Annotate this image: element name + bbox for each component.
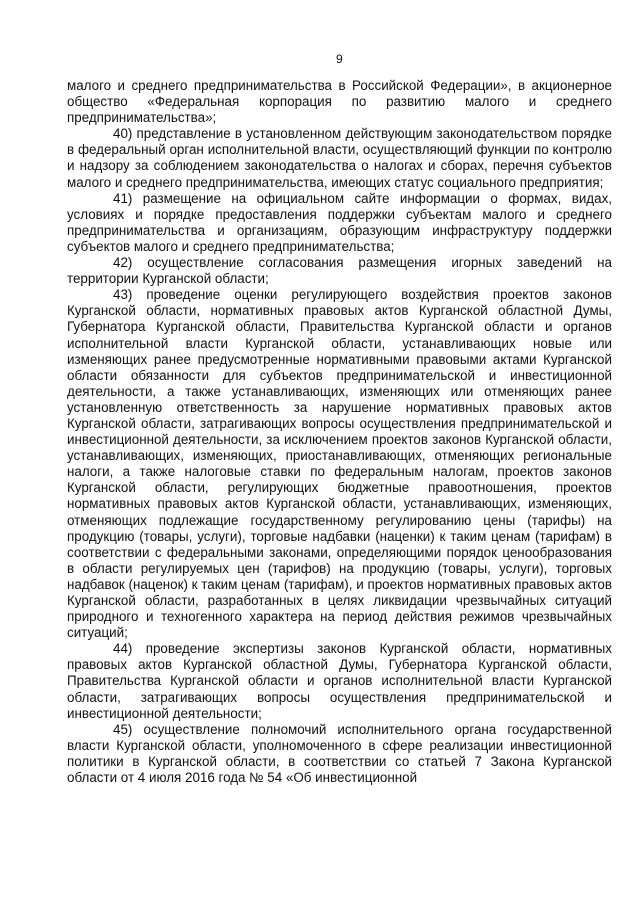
document-body xyxy=(67,78,612,786)
paragraph-item-40: 40) представление в установленном действующим законодательством порядке в федеральный орган исполнительной власти, осуществляющий функции по контролю и надзору за соблюдением законодательства о налогах и сборах, перечня субъектов малого и среднего предпринимательства, имеющих статус социального предприятия; xyxy=(67,126,612,190)
paragraph-item-44: 44) проведение экспертизы законов Курганской области, нормативных правовых актов Курганской областной Думы, Губернатора Курганской области, Правительства Курганской области и органов исполнительной власти Курганской области, затрагивающих вопросы осуществления предпринимательской и инвестиционной деятельности; xyxy=(67,641,612,721)
paragraph-item-41: 41) размещение на официальном сайте информации о формах, видах, условиях и порядке предоставления поддержки субъектам малого и среднего предпринимательства и организациям, образующим инфраструктуру поддержки субъектов малого и среднего предпринимательства; xyxy=(67,190,612,254)
paragraph-item-43: 43) проведение оценки регулирующего воздействия проектов законов Курганской области, нормативных правовых актов Курганской областной Думы, Губернатора Курганской области, Правительства Курганской области и органов исполнительной власти Курганской области, устанавливающих новые или изменяющих ранее предусмотренные нормативными правовыми актами Курганской области обязанности для субъектов предпринимательской и инвестиционной деятельности, а также устанавливающих, изменяющих или отменяющих ранее установленную ответственность за нарушение нормативных правовых актов Курганской области, затрагивающих вопросы осуществления предпринимательской и инвестиционной деятельности, за исключением проектов законов Курганской области, устанавливающих, изменяющих, приостанавливающих, отменяющих региональные налоги, а также налоговые ставки по федеральным налогам, проектов законов Курганской области, регулирующих бюджетные правоотношения, проектов нормативных правовых актов Курганской области, устанавливающих, изменяющих, отменяющих подлежащие государственному регулированию цены (тарифы) на продукцию (товары, услуги), торговые надбавки (наценки) к таким ценам (тарифам) в соответствии с федеральными законами, определяющими порядок ценообразования в области регулируемых цен (тарифов) на продукцию (товары, услуги), торговых надбавок (наценок) к таким ценам (тарифам), и проектов нормативных правовых актов Курганской области, разработанных в целях ликвидации чрезвычайных ситуаций природного и техногенного характера на период действия режимов чрезвычайных ситуаций; xyxy=(67,287,612,641)
paragraph-continuation: малого и среднего предпринимательства в Российской Федерации», в акционерное общество «Федеральная корпорация по развитию малого и среднего предпринимательства»; xyxy=(67,78,612,126)
paragraph-item-42: 42) осуществление согласования размещения игорных заведений на территории Курганской области; xyxy=(67,255,612,287)
paragraph-item-45: 45) осуществление полномочий исполнительного органа государственной власти Курганской области, уполномоченного в сфере реализации инвестиционной политики в Курганской области, в соответствии со статьей 7 Закона Курганской области от 4 июля 2016 года № 54 «Об инвестиционной xyxy=(67,721,612,786)
page-number: 9 xyxy=(336,52,343,66)
